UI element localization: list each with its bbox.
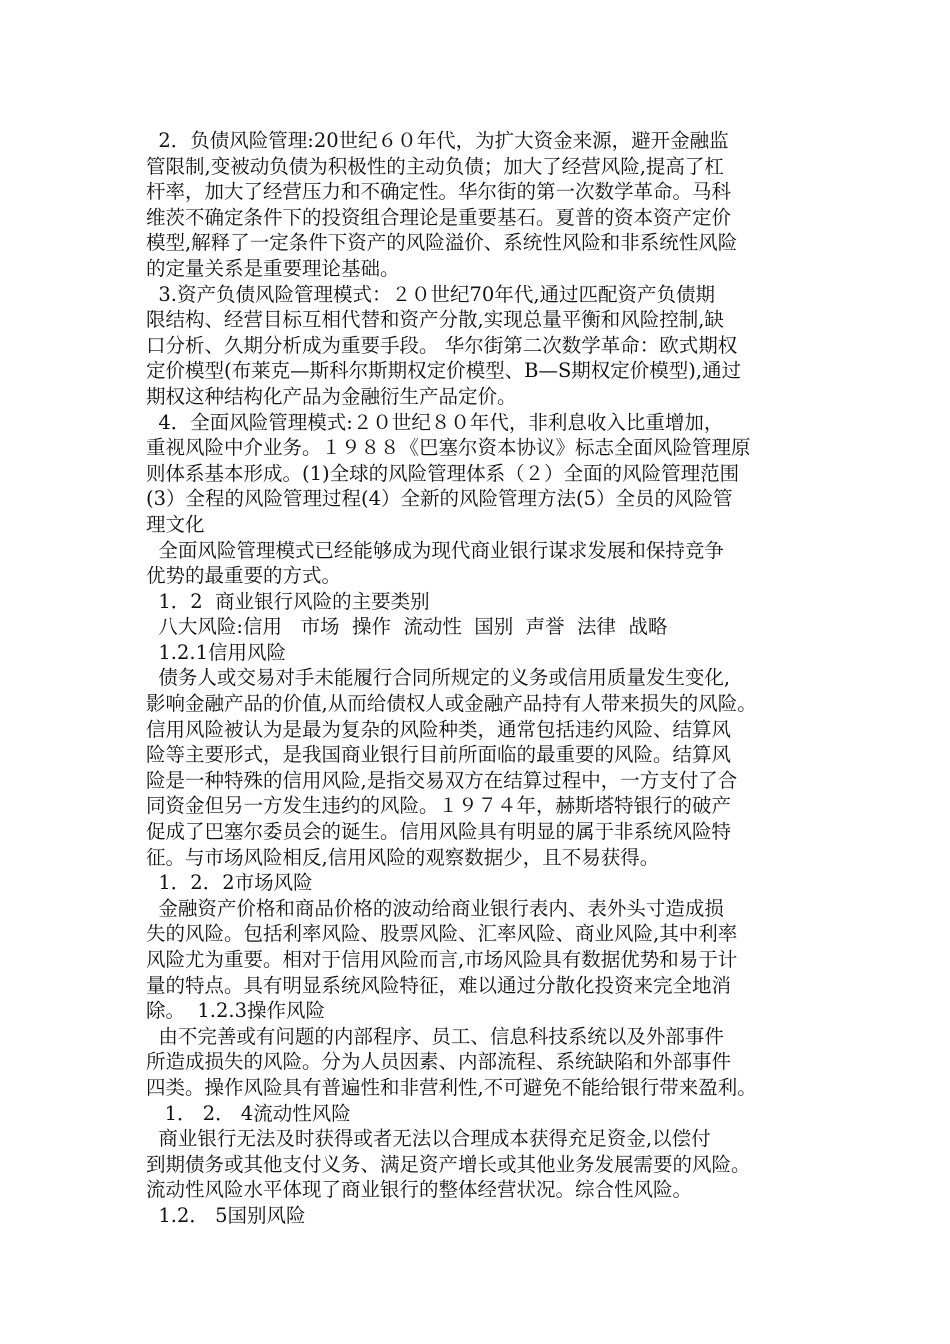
- text-line: 八大风险:信用 市场 操作 流动性 国别 声誉 法律 战略: [146, 615, 668, 639]
- text-line: 四类。操作风险具有普遍性和非营利性,不可避免不能给银行带来盈利。: [146, 1075, 757, 1099]
- text-line: 2．负债风险管理:20世纪６０年代，为扩大资金来源，避开金融监: [146, 129, 729, 152]
- text-line: 限结构、经营目标互相代替和资产分散,实现总量平衡和风险控制,缺: [146, 308, 724, 332]
- text-line: 模型,解释了一定条件下资产的风险溢价、系统性风险和非系统性风险: [146, 231, 738, 255]
- text-line: 险是一种特殊的信用风险,是指交易双方在结算过程中，一方支付了合: [146, 768, 738, 792]
- text-line: 优势的最重要的方式。: [146, 564, 342, 588]
- text-line: 重视风险中介业务。１９８８《巴塞尔资本协议》标志全面风险管理原: [146, 436, 751, 460]
- text-line: 口分析、久期分析成为重要手段。 华尔街第二次数学革命：欧式期权: [146, 333, 738, 357]
- text-line: 管限制,变被动负债为积极性的主动负债；加大了经营风险,提高了杠: [146, 154, 724, 178]
- text-line: 影响金融产品的价值,从而给债权人或金融产品持有人带来损失的风险。: [146, 692, 757, 716]
- text-line: 全面风险管理模式已经能够成为现代商业银行谋求发展和保持竞争: [146, 538, 724, 562]
- section-heading: 1．2．2市场风险: [146, 871, 313, 895]
- text-line: 商业银行无法及时获得或者无法以合理成本获得充足资金,以偿付: [146, 1127, 711, 1151]
- text-line: 征。与市场风险相反,信用风险的观察数据少，且不易获得。: [146, 845, 660, 869]
- text-line: 风险尤为重要。相对于信用风险而言,市场风险具有数据优势和易于计: [146, 948, 738, 971]
- text-line: 险等主要形式，是我国商业银行目前所面临的最重要的风险。结算风: [146, 743, 732, 767]
- text-line: 理文化: [146, 512, 205, 536]
- text-line: 债务人或交易对手未能履行合同所规定的义务或信用质量发生变化,: [146, 666, 731, 690]
- text-line: 同资金但另一方发生违约的风险。１９７４年，赫斯塔特银行的破产: [146, 794, 732, 818]
- text-line: 则体系基本形成。(1)全球的风险管理体系（２）全面的风险管理范围: [146, 461, 740, 485]
- section-heading: 1.2.1信用风险: [146, 640, 287, 664]
- text-line: 杆率，加大了经营压力和不确定性。华尔街的第一次数学革命。马科: [146, 180, 732, 204]
- text-line: 流动性风险水平体现了商业银行的整体经营状况。综合性风险。: [146, 1178, 693, 1202]
- section-heading: 1．2 商业银行风险的主要类别: [146, 589, 430, 613]
- text-line: 维茨不确定条件下的投资组合理论是重要基石。夏普的资本资产定价: [146, 205, 732, 229]
- text-line: 3.资产负债风险管理模式：２０世纪70年代,通过匹配资产负债期: [146, 282, 716, 306]
- text-line: 信用风险被认为是最为复杂的风险种类，通常包括违约风险、结算风: [146, 717, 732, 741]
- text-line: 由不完善或有问题的内部程序、员工、信息科技系统以及外部事件: [146, 1024, 724, 1048]
- text-line: 4．全面风险管理模式:２０世纪８０年代，非利息收入比重增加，: [146, 410, 724, 434]
- section-heading: 1． 2． 4流动性风险: [146, 1101, 351, 1125]
- section-heading: 1.2． 5国别风险: [146, 1203, 306, 1227]
- text-line: 失的风险。包括利率风险、股票风险、汇率风险、商业风险,其中利率: [146, 922, 738, 946]
- body-text: [146, 128, 811, 1229]
- text-line: 量的特点。具有明显系统风险特征，难以通过分散化投资来完全地消: [146, 973, 732, 997]
- text-line: 定价模型(布莱克—斯科尔斯期权定价模型、B—S期权定价模型),通过: [146, 359, 742, 383]
- text-line: 金融资产价格和商品价格的波动给商业银行表内、表外头寸造成损: [146, 896, 724, 920]
- text-line: 除。 1.2.3操作风险: [146, 999, 326, 1023]
- text-line: 的定量关系是重要理论基础。: [146, 256, 400, 280]
- text-line: 期权这种结构化产品为金融衍生产品定价。: [146, 384, 517, 408]
- text-line: (3）全程的风险管理过程(4）全新的风险管理方法(5）全员的风险管: [146, 487, 733, 511]
- text-line: 促成了巴塞尔委员会的诞生。信用风险具有明显的属于非系统风险特: [146, 820, 732, 844]
- text-line: 所造成损失的风险。分为人员因素、内部流程、系统缺陷和外部事件: [146, 1050, 732, 1074]
- text-line: 到期债务或其他支付义务、满足资产增长或其他业务发展需要的风险。: [146, 1152, 751, 1176]
